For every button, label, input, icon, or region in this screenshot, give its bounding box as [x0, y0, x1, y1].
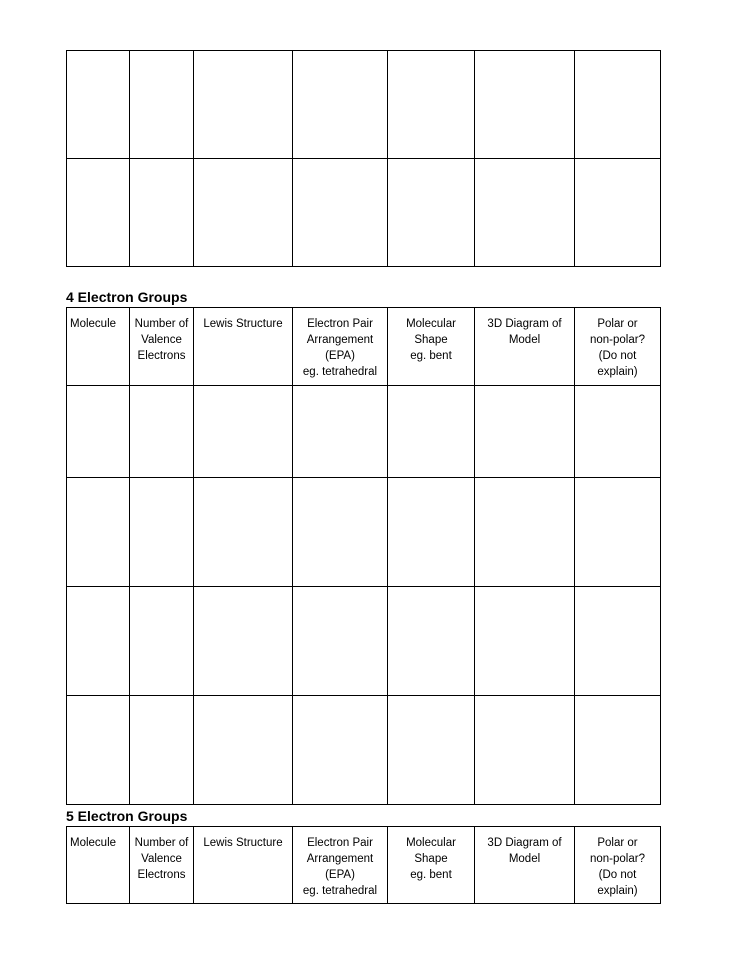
table-cell[interactable] — [575, 587, 661, 696]
header-3d-diagram: 3D Diagram of Model — [475, 827, 575, 904]
table-cell[interactable] — [194, 159, 293, 267]
table-cell[interactable] — [130, 696, 194, 805]
table-cell[interactable] — [194, 696, 293, 805]
table-cell[interactable] — [575, 478, 661, 587]
table-cell[interactable] — [575, 386, 661, 478]
table-cell[interactable] — [194, 478, 293, 587]
header-polarity: Polar or non-polar? (Do not explain) — [575, 827, 661, 904]
table-row — [67, 386, 661, 478]
table-cell[interactable] — [475, 696, 575, 805]
table-cell[interactable] — [388, 159, 475, 267]
table-cell[interactable] — [475, 587, 575, 696]
table-row — [67, 51, 661, 159]
table-cell[interactable] — [194, 587, 293, 696]
table-cell[interactable] — [130, 478, 194, 587]
table-cell[interactable] — [130, 386, 194, 478]
header-molecular-shape: Molecular Shape eg. bent — [388, 827, 475, 904]
table-cell[interactable] — [67, 386, 130, 478]
header-molecule: Molecule — [67, 308, 130, 386]
header-molecular-shape: Molecular Shape eg. bent — [388, 308, 475, 386]
header-lewis-structure: Lewis Structure — [194, 827, 293, 904]
table-cell[interactable] — [67, 159, 130, 267]
table-cell[interactable] — [194, 51, 293, 159]
table-cell[interactable] — [575, 696, 661, 805]
header-row — [67, 308, 661, 386]
table-cell[interactable] — [67, 696, 130, 805]
table-cell[interactable] — [293, 478, 388, 587]
header-valence-electrons: Number of Valence Electrons — [130, 308, 194, 386]
section-title-4-electron-groups: 4 Electron Groups — [66, 289, 188, 305]
table-cell[interactable] — [388, 478, 475, 587]
table-cell[interactable] — [388, 386, 475, 478]
table-cell[interactable] — [293, 696, 388, 805]
four-electron-groups-table — [66, 307, 661, 805]
table-row — [67, 159, 661, 267]
table-cell[interactable] — [293, 159, 388, 267]
header-3d-diagram: 3D Diagram of Model — [475, 308, 575, 386]
table-row — [67, 478, 661, 587]
table-cell[interactable] — [130, 159, 194, 267]
table-cell[interactable] — [475, 386, 575, 478]
table-cell[interactable] — [575, 51, 661, 159]
table-cell[interactable] — [67, 51, 130, 159]
table-cell[interactable] — [293, 587, 388, 696]
table-cell[interactable] — [575, 159, 661, 267]
header-lewis-structure: Lewis Structure — [194, 308, 293, 386]
table-cell[interactable] — [67, 478, 130, 587]
table-cell[interactable] — [475, 51, 575, 159]
table-cell[interactable] — [67, 587, 130, 696]
header-valence-electrons: Number of Valence Electrons — [130, 827, 194, 904]
header-electron-pair-arrangement: Electron Pair Arrangement (EPA) eg. tetrahedral — [293, 308, 388, 386]
section-title-5-electron-groups: 5 Electron Groups — [66, 808, 188, 824]
table-cell[interactable] — [388, 587, 475, 696]
header-row — [67, 827, 661, 904]
table-cell[interactable] — [475, 478, 575, 587]
header-polarity: Polar or non-polar? (Do not explain) — [575, 308, 661, 386]
table-cell[interactable] — [130, 587, 194, 696]
table-cell[interactable] — [293, 51, 388, 159]
previous-section-table — [66, 50, 661, 267]
table-cell[interactable] — [293, 386, 388, 478]
header-electron-pair-arrangement: Electron Pair Arrangement (EPA) eg. tetrahedral — [293, 827, 388, 904]
table-cell[interactable] — [130, 51, 194, 159]
header-molecule: Molecule — [67, 827, 130, 904]
table-cell[interactable] — [475, 159, 575, 267]
table-cell[interactable] — [388, 696, 475, 805]
five-electron-groups-table — [66, 826, 661, 904]
table-row — [67, 696, 661, 805]
table-cell[interactable] — [388, 51, 475, 159]
table-row — [67, 587, 661, 696]
table-cell[interactable] — [194, 386, 293, 478]
